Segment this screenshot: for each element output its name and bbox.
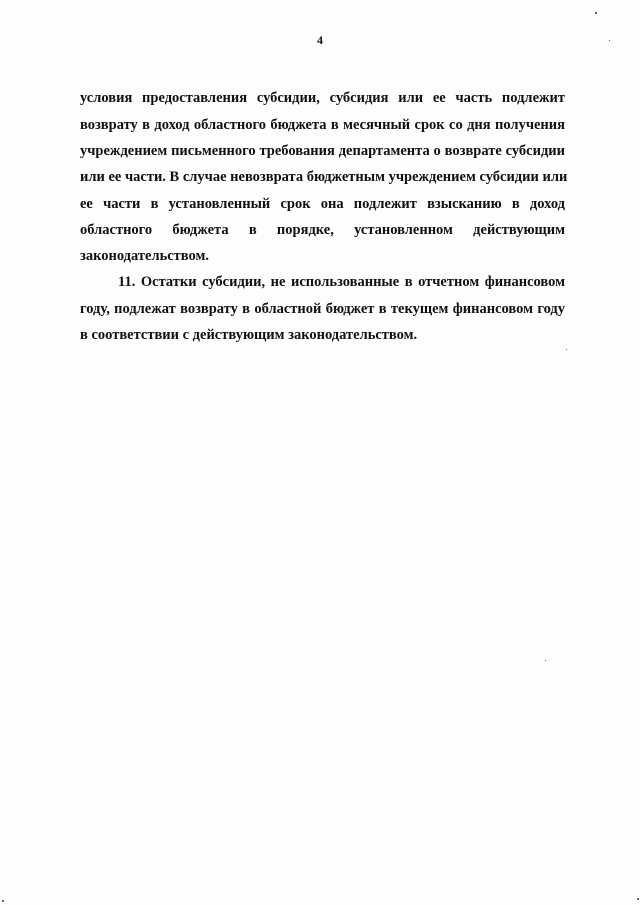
paragraph-line: году, подлежат возврату в областной бюджет в текущем финансовом году [80,301,565,317]
scan-speck [2,900,4,902]
paragraph-line: возврату в доход областного бюджета в месячный срок со дня получения [80,117,565,133]
scan-speck [566,349,567,350]
scan-speck [545,660,546,661]
paragraph-line: ее части в установленный срок она подлежит взысканию в доход [80,196,565,212]
scan-speck [609,40,610,41]
page-number: 4 [317,33,323,47]
paragraph-line: или ее части. В случае невозврата бюджетным учреждением субсидии или [80,169,568,185]
scan-speck [595,12,597,14]
paragraph-line: законодательством. [80,248,210,264]
paragraph-line: 11. Остатки субсидии, не использованные в отчетном финансовом [118,274,565,290]
paragraph-line: в соответствии с действующим законодательством. [80,327,418,343]
paragraph-line: условия предоставления субсидии, субсидия или ее часть подлежит [80,90,565,106]
scan-speck [637,898,639,900]
paragraph-line: областного бюджета в порядке, установленном действующим [80,222,565,238]
paragraph-line: учреждением письменного требования департамента о возврате субсидии [80,143,565,159]
